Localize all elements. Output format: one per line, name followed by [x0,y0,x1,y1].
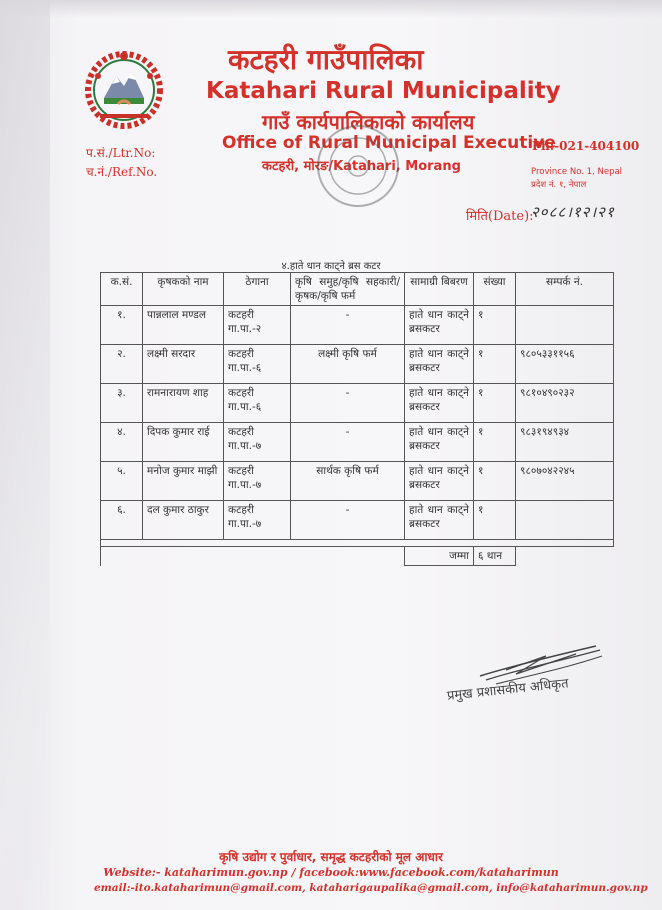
page-fold-shadow [0,0,50,910]
cell-quantity: १ [474,501,516,540]
table-row [101,462,614,501]
total-blank [101,547,405,566]
cell-sn: ३. [101,384,143,423]
table-row [101,384,614,423]
cell-material: हाते धान काट्ने ब्रसकटर [405,345,474,384]
cell-contact [516,501,614,540]
table-row [101,423,614,462]
office-name-en: Office of Rural Municipal Executive [222,133,556,153]
signatory-title: प्रमुख प्रशासकीय अधिकृत [446,676,570,704]
cell-material: हाते धान काट्ने ब्रसकटर [405,306,474,345]
reference-number-label: च.नं./Ref.No. [86,165,158,179]
cell-sn: २. [101,345,143,384]
cell-address: कटहरी गा.पा.-६ [224,345,291,384]
table-row [101,501,614,540]
table-header-row [101,273,614,306]
cell-contact: ९८०५३३११५६ [516,345,614,384]
cell-address: कटहरी गा.पा.-६ [224,384,291,423]
date-value: २०८८।१२।२१ [531,203,615,221]
col-header-farmer-name: कृषकको नाम [143,273,224,306]
letter-number-label: प.सं./Ltr.No: [86,146,156,160]
cell-address: कटहरी गा.पा.-७ [224,501,291,540]
col-header-sn: क.सं. [101,273,143,306]
cell-sn: ६. [101,501,143,540]
cell-farmer-name: दल कुमार ठाकुर [143,501,224,540]
province-np: प्रदेश नं. १, नेपाल [531,180,587,190]
cell-farmer-name: लक्ष्मी सरदार [143,345,224,384]
cell-farmer-name: मनोज कुमार माझी [143,462,224,501]
cell-sn: ५. [101,462,143,501]
cell-farmer-name: दिपक कुमार राई [143,423,224,462]
table-total-row [101,547,614,566]
cell-material: हाते धान काट्ने ब्रसकटर [405,423,474,462]
cell-quantity: १ [474,384,516,423]
cell-group: सार्थक कृषि फर्म [291,462,405,501]
cell-farmer-name: पान्नलाल मण्डल [143,306,224,345]
office-stamp-icon [312,120,404,212]
municipality-name-en: Katahari Rural Municipality [206,78,561,104]
cell-group: - [291,384,405,423]
cell-quantity: १ [474,423,516,462]
cell-group: - [291,423,405,462]
cell-sn: ४. [101,423,143,462]
cell-contact: ९८०७०४२२४५ [516,462,614,501]
office-name-np: गाउँ कार्यपालिकाको कार्यालय [262,110,475,134]
col-header-address: ठेगाना [224,273,291,306]
cell-address: कटहरी गा.पा.-७ [224,462,291,501]
nepal-emblem-icon [82,46,166,130]
total-label: जम्मा [405,547,474,566]
cell-quantity: १ [474,345,516,384]
cell-group: लक्ष्मी कृषि फर्म [291,345,405,384]
table-row [101,306,614,345]
cell-farmer-name: रामनारायण शाह [143,384,224,423]
cell-sn: १. [101,306,143,345]
table-spacer-row [101,540,614,547]
footer-email: email:-ito.kataharimun@gmail.com, kataharigaupalika@gmail.com, info@kataharimun.gov.np [94,882,648,894]
cell-material: हाते धान काट्ने ब्रसकटर [405,384,474,423]
cell-contact: ९८३१९४९३४ [516,423,614,462]
cell-quantity: १ [474,462,516,501]
cell-quantity: १ [474,306,516,345]
col-header-material: सामाग्री बिबरण [405,273,474,306]
municipality-name-np: कटहरी गाउँपालिका [228,43,424,76]
table-row [101,345,614,384]
spacer-cell [101,540,614,547]
cell-material: हाते धान काट्ने ब्रसकटर [405,462,474,501]
cell-contact [516,306,614,345]
cell-address: कटहरी गा.पा.-७ [224,423,291,462]
distribution-table [100,272,614,566]
table-title: ४.हाते धान काट्ने ब्रस कटर [281,261,381,272]
cell-contact: ९८१०४९०२३२ [516,384,614,423]
province-en: Province No. 1, Nepal [531,167,623,177]
phone-number: Ph:-021-404100 [532,139,640,153]
col-header-quantity: संख्या [474,273,516,306]
footer-slogan: कृषि उद्योग र पुर्वाधार, समृद्ध कटहरीको मूल आधार [219,850,443,864]
total-value: ६ थान [474,547,516,566]
col-header-contact: सम्पर्क नं. [516,273,614,306]
cell-group: - [291,501,405,540]
cell-material: हाते धान काट्ने ब्रसकटर [405,501,474,540]
footer-website: Website:- kataharimun.gov.np / facebook:www.facebook.com/kataharimun [103,866,559,879]
col-header-group: कृषि समुह/कृषि सहकारी/कृषक/कृषि फर्म [291,273,405,306]
total-blank-right [516,547,614,566]
office-address: कटहरी, मोरङ/Katahari, Morang [262,159,461,174]
date-label: मिति(Date): [466,209,534,224]
cell-address: कटहरी गा.पा.-२ [224,306,291,345]
cell-group: - [291,306,405,345]
page-top-shadow [0,0,662,18]
